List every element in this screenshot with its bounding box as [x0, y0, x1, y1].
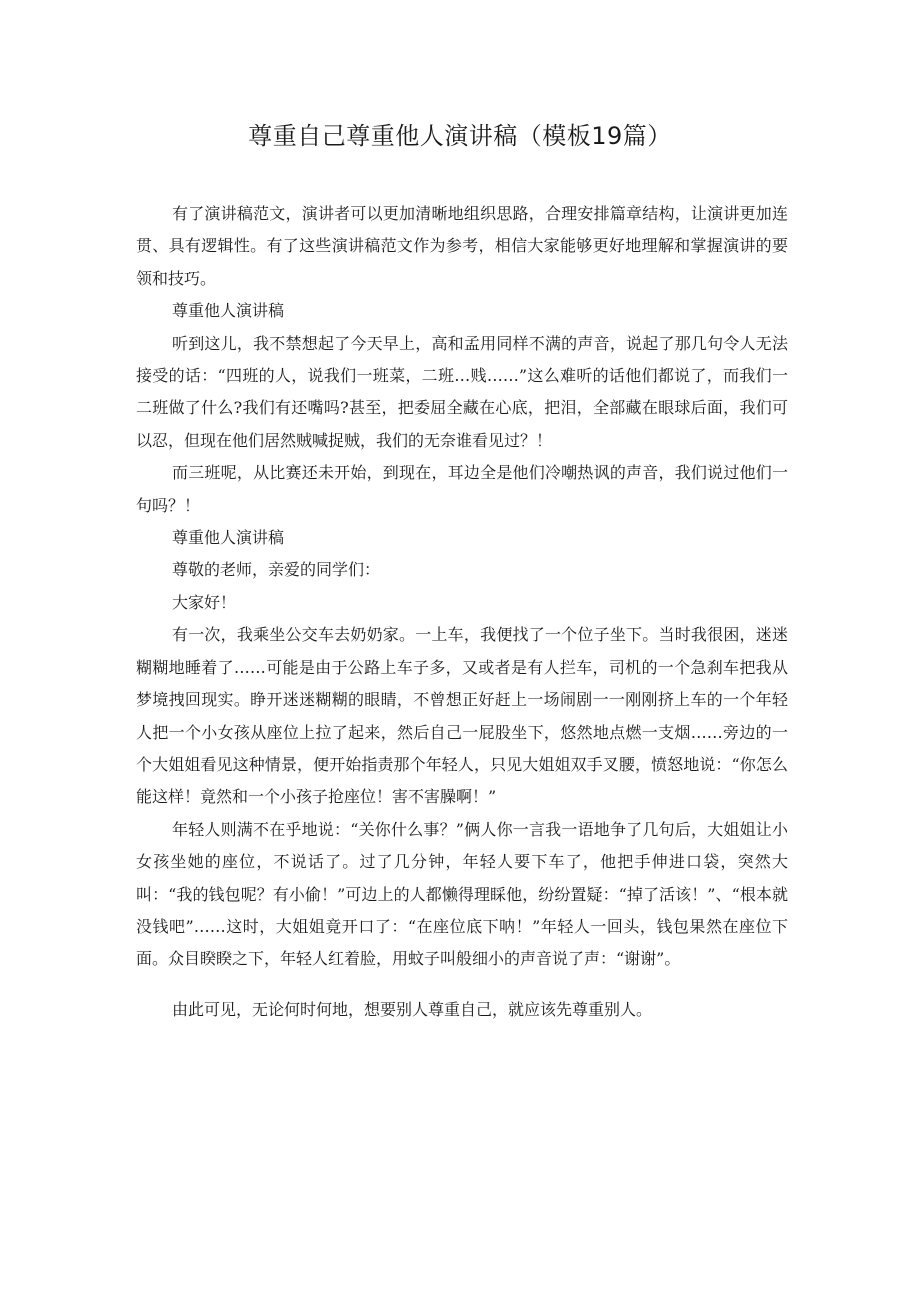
section-heading: 尊重他人演讲稿 — [172, 301, 285, 321]
paragraph-conclusion: 由此可见，无论何时何地，想要别人尊重自己，就应该先尊重别人。 — [172, 999, 653, 1019]
paragraph-intro: 有了演讲稿范文，演讲者可以更加清晰地组织思路，合理安排篇章结构，让演讲更加连贯、具有逻辑性。有了这些演讲稿范文作为参考，相信大家能够更好地理解和掌握演讲的要领和技巧。 — [136, 204, 788, 288]
document-body — [136, 198, 788, 1026]
paragraph: 听到这儿，我不禁想起了今天早上，高和孟用同样不满的声音，说起了那几句令人无法接受的话：“四班的人，说我们一班菜，二班…贱……”这么难听的话他们都说了，而我们一二班做了什么?我们有还嘴吗?甚至，把委屈全藏在心底，把泪，全部藏在眼球后面，我们可以忍，但现在他们居然贼喊捉贼，我们的无奈谁看见过？！ — [136, 333, 788, 450]
salutation: 尊敬的老师，亲爱的同学们： — [172, 560, 381, 580]
paragraph: 有一次，我乘坐公交车去奶奶家。一上车，我便找了一个位子坐下。当时我很困，迷迷糊糊地睡着了……可能是由于公路上车子多，又或者是有人拦车，司机的一个急刹车把我从梦境拽回现实。睁开迷迷糊糊的眼睛，不曾想正好赶上一场闹剧一一刚刚挤上车的一个年轻人把一个小女孩从座位上拉了起来，然后自己一屁股坐下，悠然地点燃一支烟……旁边的一个大姐姐看见这种情景，便开始指责那个年轻人，只见大姐姐双手叉腰，愤怒地说：“你怎么能这样！竟然和一个小孩子抢座位！害不害臊啊！” — [136, 625, 788, 807]
paragraph: 年轻人则满不在乎地说：“关你什么事？”俩人你一言我一语地争了几句后，大姐姐让小女孩坐她的座位，不说话了。过了几分钟，年轻人要下车了，他把手伸进口袋，突然大叫：“我的钱包呢？有小偷！”可边上的人都懒得理睬他，纷纷置疑：“掉了活该！”、“根本就没钱吧”……这时，大姐姐竟开口了：“在座位底下呐！”年轻人一回头，钱包果然在座位下面。众目睽睽之下，年轻人红着脸，用蚊子叫般细小的声音说了声：“谢谢”。 — [136, 819, 788, 969]
section-heading: 尊重他人演讲稿 — [172, 528, 285, 548]
paragraph: 而三班呢，从比赛还未开始，到现在，耳边全是他们冷嘲热讽的声音，我们说过他们一句吗？！ — [136, 463, 788, 515]
greeting: 大家好！ — [172, 592, 237, 612]
document-title: 尊重自己尊重他人演讲稿（模板19篇） — [248, 122, 672, 150]
